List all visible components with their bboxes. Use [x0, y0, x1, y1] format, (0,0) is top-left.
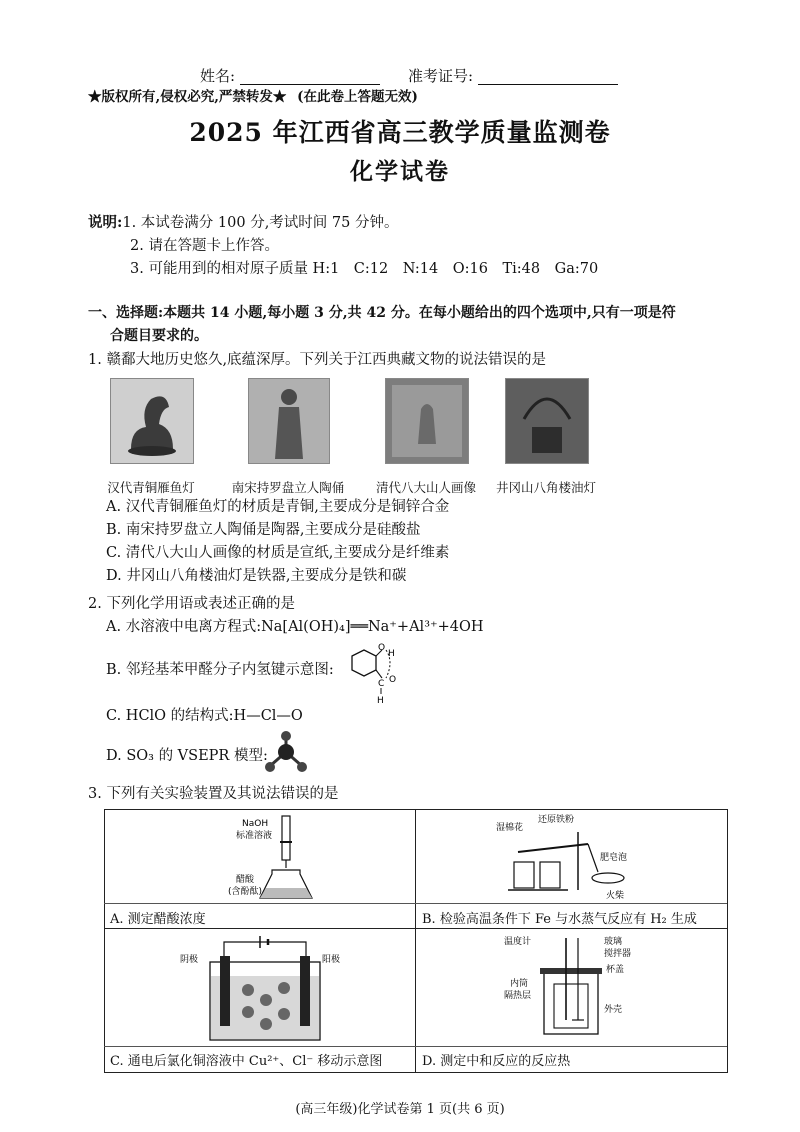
artifact-caption: 汉代青铜雁鱼灯	[107, 480, 195, 495]
h-bond-structure-diagram	[338, 642, 398, 704]
label-stirrer: 搅拌器	[604, 949, 632, 959]
electrolysis-diagram	[180, 932, 350, 1044]
q1-option-a: A. 汉代青铜雁鱼灯的材质是青铜,主要成分是铜锌合金	[106, 499, 450, 515]
label-acetic-acid: 醋酸	[236, 875, 255, 885]
q2-option-b: B. 邻羟基苯甲醛分子内氢键示意图:	[106, 662, 334, 678]
copyright-text: ★版权所有,侵权必究,严禁转发★	[88, 89, 287, 105]
artifact-photo-portrait	[385, 378, 469, 464]
q1-option-d: D. 井冈山八角楼油灯是铁器,主要成分是铁和碳	[106, 568, 407, 584]
grid-divider-vertical	[415, 809, 416, 1072]
instruction-item: 1. 本试卷满分 100 分,考试时间 75 分钟。	[122, 215, 399, 231]
q2-option-c: C. HClO 的结构式:H—Cl—O	[106, 708, 303, 724]
label-insulation: 隔热层	[504, 991, 532, 1001]
portrait-painting-image	[386, 379, 468, 463]
label-iron-powder: 还原铁粉	[538, 815, 575, 825]
instruction-item: 2. 请在答题卡上作答。	[130, 238, 279, 254]
label-match: 火柴	[606, 891, 625, 901]
label-lid: 杯盖	[606, 965, 625, 975]
atom-h-label: H	[377, 696, 384, 704]
label-naoh: NaOH	[242, 819, 269, 829]
instructions-block	[88, 214, 398, 232]
page-footer: (高三年级)化学试卷第 1 页(共 6 页)	[295, 1102, 505, 1117]
grid-divider-horizontal	[104, 928, 727, 929]
label-phenolphthalein: (含酚酞)	[228, 887, 263, 897]
q3-stem: 3. 下列有关实验装置及其说法错误的是	[88, 786, 339, 802]
artifact-photo-lamp	[110, 378, 194, 464]
label-wet-cotton: 湿棉花	[496, 823, 524, 833]
calorimeter-diagram	[500, 932, 640, 1044]
fe-steam-apparatus-diagram	[488, 812, 638, 902]
name-blank	[240, 66, 380, 85]
caption-divider-top	[104, 903, 727, 904]
exam-id-blank	[478, 66, 618, 85]
header-exam-id-row	[408, 66, 618, 85]
artifact-caption: 清代八大山人画像	[375, 480, 476, 495]
section1-heading-cont: 合题目要求的。	[110, 328, 208, 344]
vsepr-model-diagram	[262, 730, 310, 778]
q3-caption-d: D. 测定中和反应的反应热	[422, 1054, 571, 1069]
exam-title: 2025 年江西省高三教学质量监测卷	[189, 118, 611, 147]
subject-title: 化学试卷	[350, 158, 450, 185]
q3-caption-b: B. 检验高温条件下 Fe 与水蒸气反应有 H₂ 生成	[422, 912, 697, 927]
artifact-caption: 南宋持罗盘立人陶俑	[231, 480, 345, 495]
label-outer-shell: 外壳	[604, 1005, 623, 1015]
atom-o-label: O	[389, 675, 397, 685]
copyright-notice	[88, 89, 418, 105]
q2-option-d: D. SO₃ 的 VSEPR 模型:	[106, 748, 268, 764]
atom-o-label: O	[378, 643, 386, 653]
q3-caption-a: A. 测定醋酸浓度	[110, 912, 206, 927]
name-label: 姓名:	[200, 67, 236, 85]
section1-heading: 一、选择题:本题共 14 小题,每小题 3 分,共 42 分。在每小题给出的四个选项中,只有一项是符	[88, 305, 676, 321]
artifact-caption: 井冈山八角楼油灯	[495, 480, 596, 495]
label-cathode: 阴极	[180, 955, 199, 965]
caption-divider-bottom	[104, 1046, 727, 1047]
q1-option-b: B. 南宋持罗盘立人陶俑是陶器,主要成分是硅酸盐	[106, 522, 421, 538]
pottery-figurine-image	[249, 379, 329, 463]
q1-stem: 1. 赣鄱大地历史悠久,底蕴深厚。下列关于江西典藏文物的说法错误的是	[88, 352, 547, 368]
oil-lamp-image	[506, 379, 588, 463]
header-name-row	[200, 66, 380, 85]
label-inner-cup: 内筒	[510, 979, 529, 989]
q3-caption-c: C. 通电后氯化铜溶液中 Cu²⁺、Cl⁻ 移动示意图	[110, 1054, 383, 1069]
invalid-note: (在此卷上答题无效)	[297, 89, 418, 105]
instruction-item: 3. 可能用到的相对原子质量 H:1 C:12 N:14 O:16 Ti:48 Ga:70	[130, 261, 599, 277]
q1-option-c: C. 清代八大山人画像的材质是宣纸,主要成分是纤维素	[106, 545, 450, 561]
label-thermometer: 温度计	[504, 937, 532, 947]
titration-apparatus-diagram	[200, 812, 350, 902]
atom-h-label: H	[388, 649, 395, 659]
artifact-photo-figurine	[248, 378, 330, 464]
bronze-lamp-image	[111, 379, 193, 463]
atom-c-label: C	[378, 679, 385, 689]
q2-stem: 2. 下列化学用语或表述正确的是	[88, 596, 295, 612]
q2-option-a: A. 水溶液中电离方程式:Na[Al(OH)₄]══Na⁺+Al³⁺+4OH	[106, 619, 484, 635]
label-std-solution: 标准溶液	[236, 831, 273, 841]
label-anode: 阳极	[322, 955, 341, 965]
label-glass: 玻璃	[604, 937, 623, 947]
exam-id-label: 准考证号:	[408, 67, 474, 85]
artifact-photo-oil-lamp	[505, 378, 589, 464]
instructions-label: 说明:	[88, 214, 123, 231]
label-soap-bubble: 肥皂泡	[600, 853, 628, 863]
